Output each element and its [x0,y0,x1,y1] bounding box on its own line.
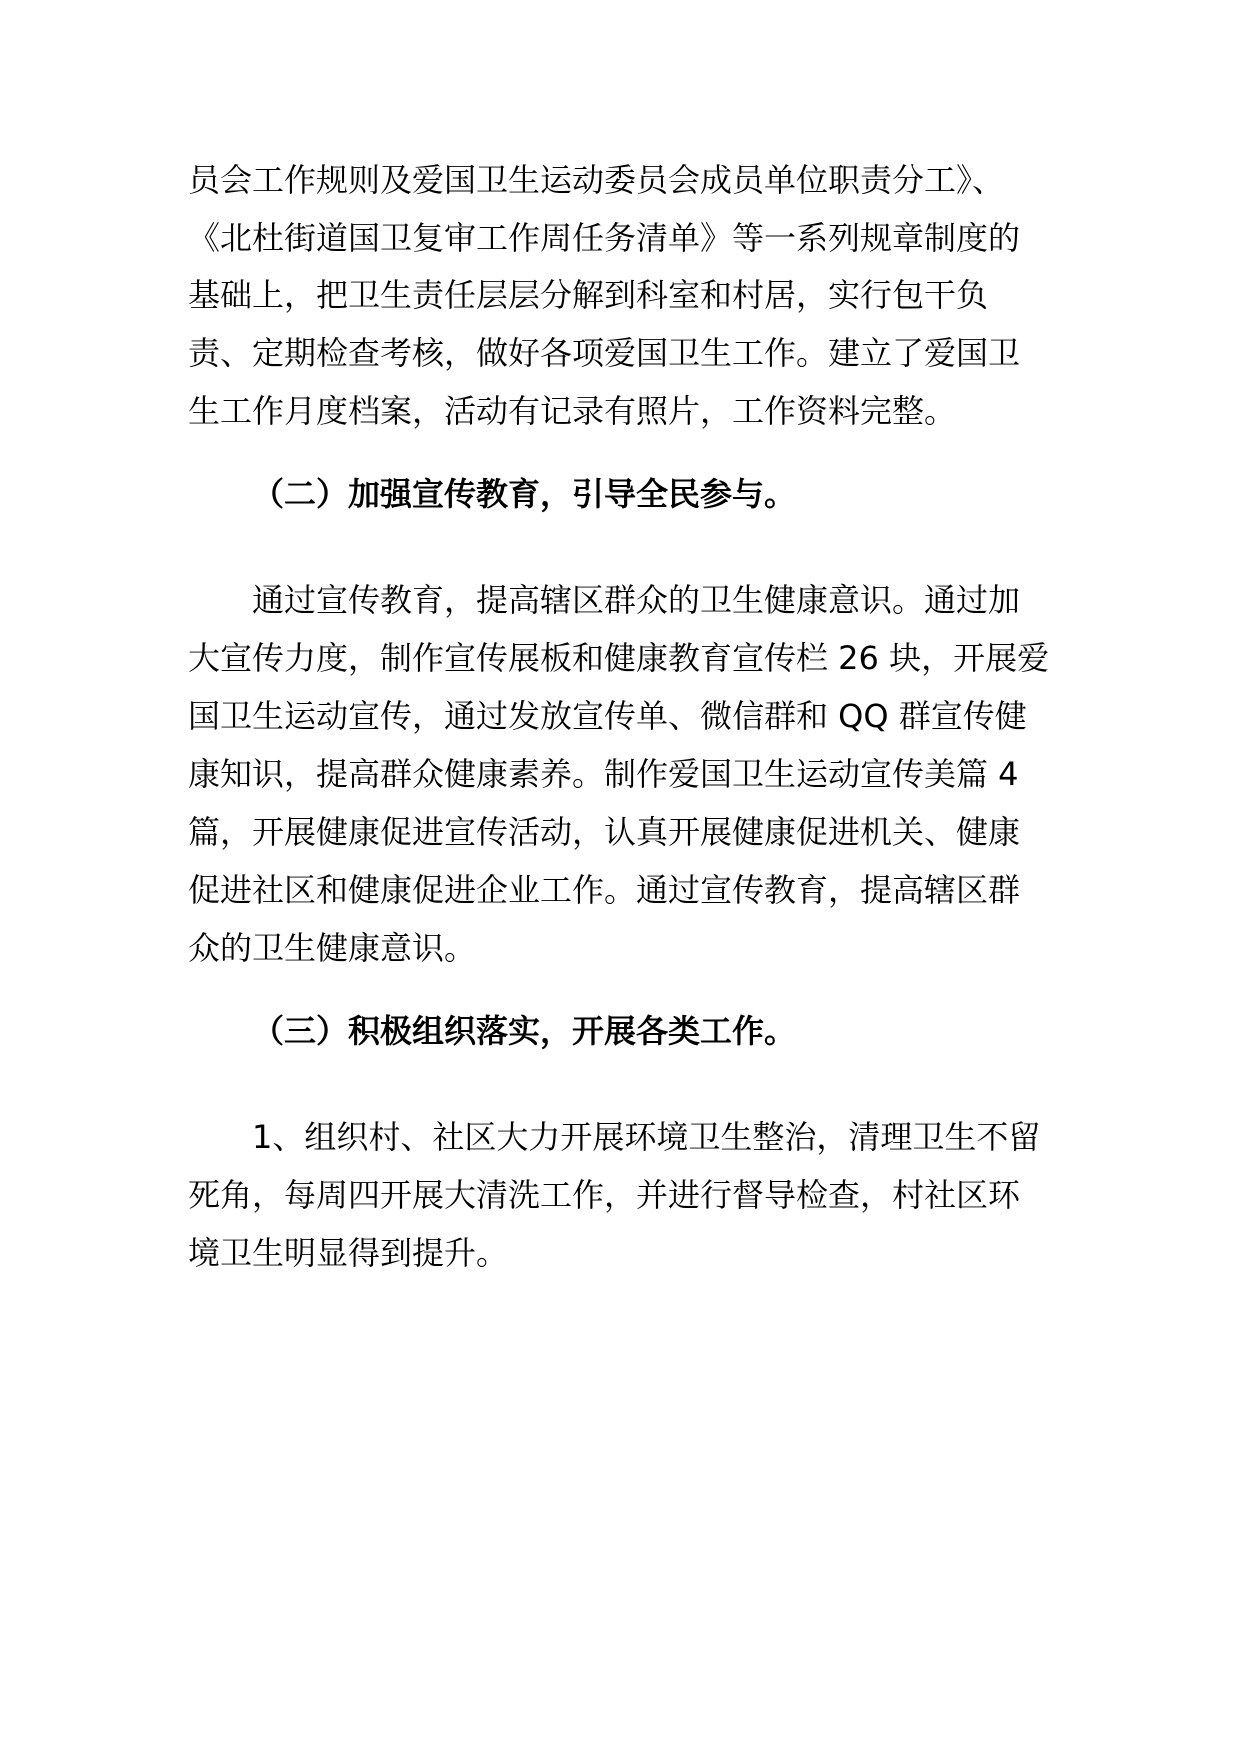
paragraph-line: 篇，开展健康促进宣传活动，认真开展健康促进机关、健康 [188,813,1021,851]
paragraph-line: 通过宣传教育，提高辖区群众的卫生健康意识。通过加 [252,581,1021,619]
paragraph-line: 国卫生运动宣传，通过发放宣传单、微信群和 QQ 群宣传健 [188,697,1027,735]
paragraph-line: 促进社区和健康促进企业工作。通过宣传教育，提高辖区群 [188,871,1021,909]
paragraph-line: 基础上，把卫生责任层层分解到科室和村居，实行包干负 [188,276,989,314]
paragraph-line: 责、定期检查考核，做好各项爱国卫生工作。建立了爱国卫 [188,334,1021,372]
paragraph-line: 员会工作规则及爱国卫生运动委员会成员单位职责分工》、 [188,161,1005,199]
paragraph-line: 死角，每周四开展大清洗工作，并进行督导检查，村社区环 [188,1176,1021,1214]
paragraph-line: 1、组织村、社区大力开展环境卫生整治，清理卫生不留 [252,1118,1041,1156]
paragraph-line: 康知识，提高群众健康素养。制作爱国卫生运动宣传美篇 4 [188,755,1019,793]
paragraph-line: 生工作月度档案，活动有记录有照片，工作资料完整。 [188,392,957,430]
section-heading-2: （二）加强宣传教育，引导全民参与。 [252,475,797,513]
paragraph-line: 大宣传力度，制作宣传展板和健康教育宣传栏 26 块，开展爱 [188,639,1050,677]
section-heading-3: （三）积极组织落实，开展各类工作。 [252,1012,797,1050]
paragraph-line: 境卫生明显得到提升。 [188,1234,509,1272]
paragraph-line: 众的卫生健康意识。 [188,929,477,967]
paragraph-line: 《北杜街道国卫复审工作周任务清单》等一系列规章制度的 [188,219,1021,257]
